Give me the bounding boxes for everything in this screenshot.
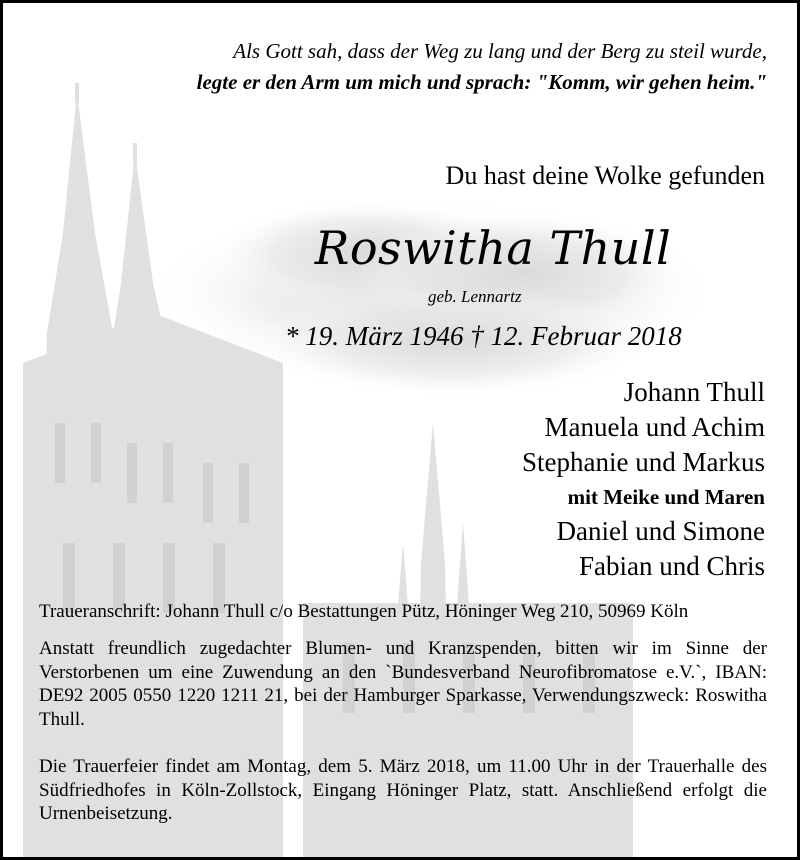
motto-line-2: legte er den Arm um mich und sprach: "Komm, wir gehen heim." [196, 70, 767, 94]
mourner-name: Fabian und Chris [579, 551, 765, 581]
deceased-name: Roswitha Thull [314, 221, 672, 275]
mourners-list [522, 375, 765, 584]
donation-request: Anstatt freundlich zugedachter Blumen- und Kranzspenden, bitten wir im Sinne der Verstorbenen um eine Zuwendung an den `Bundesverband Neurofibromatose e.V.`, IBAN: DE92 2005 0550 1220 1211 21, bei der Hamburger Sparkasse, Verwendungszweck: Roswitha Thull. [39, 638, 767, 730]
mourner-name: mit Meike und Maren [567, 485, 765, 509]
birth-name: geb. Lennartz [428, 287, 522, 306]
life-dates: * 19. März 1946 † 12. Februar 2018 [285, 321, 682, 351]
motto-line-1: Als Gott sah, dass der Weg zu lang und der Berg zu steil wurde, [233, 39, 767, 63]
heading: Du hast deine Wolke gefunden [445, 161, 765, 190]
mourner-name: Stephanie und Markus [522, 447, 765, 477]
mourner-name: Johann Thull [623, 377, 765, 407]
mourner-name: Manuela und Achim [544, 412, 765, 442]
funeral-ceremony-info: Die Trauerfeier findet am Montag, dem 5. März 2018, um 11.00 Uhr in der Trauerhalle des Südfriedhofes in Köln-Zollstock, Eingang Höninger Platz, statt. Anschließend erfolgt die Urnenbeisetzung. [39, 756, 767, 824]
mourning-address: Traueranschrift: Johann Thull c/o Bestattungen Pütz, Höninger Weg 210, 50969 Köln [39, 601, 689, 622]
mourner-name: Daniel und Simone [556, 516, 765, 546]
